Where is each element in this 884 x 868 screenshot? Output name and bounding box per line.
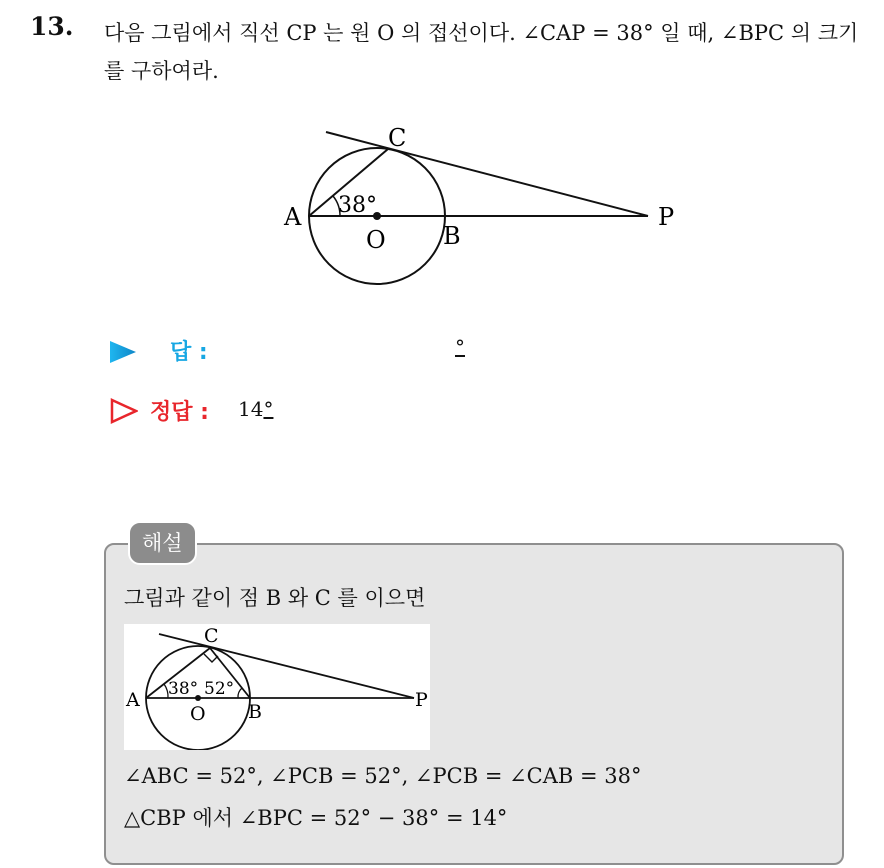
label-angle-38: 38°	[338, 193, 377, 218]
label-c: C	[388, 124, 407, 152]
exp-label-p: P	[415, 689, 428, 711]
label-a: A	[284, 203, 302, 231]
explanation-figure	[124, 624, 430, 750]
exp-label-a: A	[126, 689, 140, 711]
exp-label-c: C	[204, 625, 219, 647]
explanation-line-2: ∠ABC = 52°, ∠PCB = 52°, ∠PCB = ∠CAB = 38°	[124, 764, 642, 788]
correct-answer-label: 정답 :	[150, 400, 209, 425]
explanation-line-1: 그림과 같이 점 B 와 C 를 이으면	[124, 586, 426, 610]
answer-input-blank[interactable]: °	[455, 335, 465, 359]
play-outline-icon	[110, 398, 138, 424]
correct-answer-row	[110, 395, 510, 425]
exp-label-b: B	[248, 701, 262, 723]
question-number: 13.	[30, 12, 74, 41]
exp-label-angle-38: 38°	[168, 679, 199, 699]
correct-answer-value: 14°	[238, 397, 274, 421]
label-o: O	[366, 226, 386, 254]
question-text: 다음 그림에서 직선 CP 는 원 O 의 접선이다. ∠CAP = 38° 일 때, ∠BPC 의 크기를 구하여라.	[104, 21, 859, 83]
label-p: P	[658, 203, 675, 231]
exp-label-o: O	[190, 703, 206, 725]
explanation-tag: 해설	[128, 521, 197, 565]
explanation-line-3: △CBP 에서 ∠BPC = 52° − 38° = 14°	[124, 806, 508, 830]
exp-label-angle-52: 52°	[204, 679, 235, 699]
play-filled-icon	[110, 341, 136, 363]
answer-label: 답 :	[170, 340, 208, 365]
exp-angle-arc-b	[238, 688, 242, 698]
label-b: B	[443, 222, 461, 250]
answer-row	[110, 335, 510, 365]
geometry-figure	[270, 120, 700, 300]
